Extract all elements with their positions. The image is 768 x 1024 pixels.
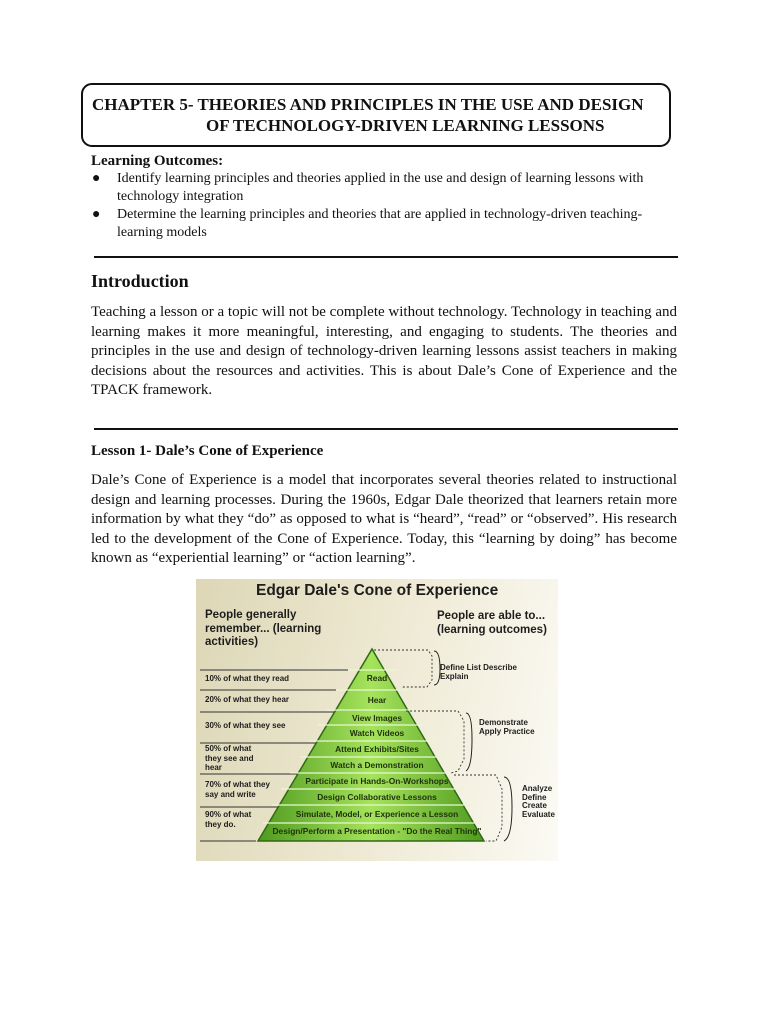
- pyramid-level-label: View Images: [351, 713, 403, 723]
- learning-outcomes-list: [91, 170, 671, 242]
- introduction-heading: Introduction: [91, 271, 189, 291]
- figure-right-heading: People are able to... (learning outcomes): [437, 610, 547, 636]
- pyramid-level-label: Design/Perform a Presentation - "Do the Real Thing": [272, 826, 482, 836]
- percent-label: 90% of what they do.: [205, 810, 252, 829]
- bullet-icon: ●: [92, 171, 101, 186]
- learning-outcomes-heading: Learning Outcomes:: [91, 153, 224, 169]
- list-item-text: Determine the learning principles and theories that are applied in technology-driven teaching-learning models: [117, 207, 643, 240]
- chapter-title-line-1: CHAPTER 5- THEORIES AND PRINCIPLES IN THE USE AND DESIGN: [92, 95, 644, 114]
- figure-title: Edgar Dale's Cone of Experience: [256, 582, 499, 599]
- list-item: [91, 206, 671, 241]
- lesson-1-heading: Lesson 1- Dale’s Cone of Experience: [91, 443, 324, 459]
- pyramid-level-label: Design Collaborative Lessons: [317, 792, 437, 802]
- chapter-title-line-2: OF TECHNOLOGY-DRIVEN LEARNING LESSONS: [206, 116, 605, 135]
- pyramid-level-label: Watch a Demonstration: [330, 760, 424, 770]
- list-item-text: Identify learning principles and theories applied in the use and design of learning lessons with technology integration: [117, 171, 644, 204]
- pyramid-level-label: Participate in Hands-On-Workshops: [305, 776, 449, 786]
- pyramid-level-label: Read: [366, 673, 388, 683]
- introduction-paragraph: Teaching a lesson or a topic will not be complete without technology. Technology in teaching and learning makes it more meaningful, interesting, and engaging to students. The theories and principles in the use and design of technology-driven learning lessons assist teachers in making decisions about the resources and activities. This is about Dale’s Cone of Experience and the TPACK framework.: [91, 304, 677, 399]
- cone-of-experience-figure: [196, 579, 558, 861]
- pyramid-level-label: Simulate, Model, or Experience a Lesson: [295, 809, 459, 819]
- list-item: [91, 170, 671, 205]
- pyramid-level-label: Attend Exhibits/Sites: [335, 744, 419, 754]
- percent-label: 50% of what they see and hear: [205, 744, 254, 772]
- pyramid-level-label: Watch Videos: [349, 728, 405, 738]
- pyramid-level-label: Hear: [367, 695, 387, 705]
- outcome-group-2: Demonstrate Apply Practice: [479, 718, 535, 736]
- figure-left-heading: People generally remember... (learning activities): [205, 609, 322, 648]
- percent-label: 10% of what they read: [205, 674, 290, 683]
- chapter-title-box: [81, 83, 671, 147]
- percent-label: 20% of what they hear: [205, 695, 290, 704]
- outcome-group-3: Analyze Define Create Evaluate: [522, 784, 555, 819]
- outcome-group-1: Define List Describe Explain: [440, 663, 517, 681]
- percent-label: 30% of what they see: [205, 721, 286, 730]
- lesson-1-paragraph: Dale’s Cone of Experience is a model that incorporates several theories related to instructional design and learning processes. During the 1960s, Edgar Dale theorized that learners retain more information by what they “do” as opposed to what is “heard”, “read” or “observed”. His research led to the development of the Cone of Experience. Today, this “learning by doing” has become known as “experiential learning” or “action learning”.: [91, 472, 677, 567]
- bullet-icon: ●: [92, 207, 101, 222]
- section-divider: [94, 256, 678, 258]
- percent-label: 70% of what they say and write: [205, 780, 270, 799]
- section-divider: [94, 428, 678, 430]
